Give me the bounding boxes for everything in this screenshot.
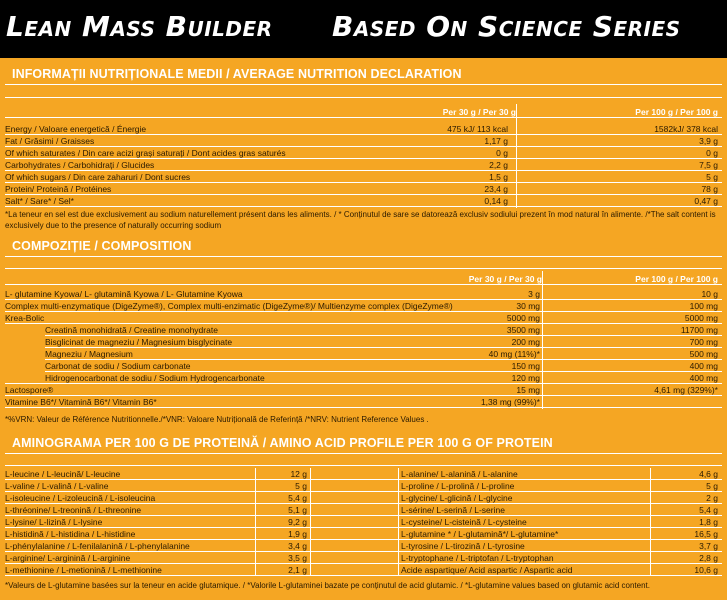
row-value-per100: 78 g xyxy=(701,184,718,194)
row-value-per30: 40 mg (11%)* xyxy=(488,349,540,359)
table-row xyxy=(5,552,722,564)
amino-left-label: L-leucine / L-leucină/ L-leucine xyxy=(5,469,121,479)
row-value-per30: 5000 mg xyxy=(506,313,540,323)
row-label: Krea-Bolic xyxy=(5,313,45,323)
row-label: Fat / Grăsimi / Graisses xyxy=(5,136,95,146)
divider xyxy=(5,84,722,85)
row-label: Creatină monohidrată / Creatine monohydrate xyxy=(45,325,218,335)
table-row xyxy=(5,540,722,552)
row-value-per100: 400 mg xyxy=(689,361,718,371)
table-row xyxy=(5,195,722,207)
amino-left-value: 3,4 g xyxy=(288,541,307,551)
amino-right-label: L-tryptophane / L-triptofan / L-tryptophan xyxy=(401,553,554,563)
row-value-per100: 1582kJ/ 378 kcal xyxy=(654,124,718,134)
row-value-per100: 5000 mg xyxy=(684,313,718,323)
amino-left-label: L-phénylalanine / L-fenilalanină / L-phenylalanine xyxy=(5,541,190,551)
table-row xyxy=(5,528,722,540)
row-value-per30: 1,17 g xyxy=(484,136,508,146)
amino-right-label: L-glycine/ L-glicină / L-glycine xyxy=(401,493,513,503)
row-value-per100: 4,61 mg (329%)* xyxy=(654,385,718,395)
row-value-per100: 400 mg xyxy=(689,373,718,383)
table-row xyxy=(5,504,722,516)
composition-title: COMPOZIȚIE / COMPOSITION xyxy=(12,239,192,253)
amino-right-label: L-sérine/ L-serină / L-serine xyxy=(401,505,505,515)
amino-left-label: L-methionine / L-metionină / L-methionine xyxy=(5,565,162,575)
table-row xyxy=(5,183,722,195)
table-row xyxy=(5,516,722,528)
amino-left-value: 3,5 g xyxy=(288,553,307,563)
row-value-per100: 3,9 g xyxy=(699,136,718,146)
table-row xyxy=(5,336,722,348)
table-row xyxy=(5,171,722,183)
row-value-per100: 10 g xyxy=(701,289,718,299)
table-row xyxy=(5,348,722,360)
row-value-per100: 0,47 g xyxy=(694,196,718,206)
row-label: Hidrogenocarbonat de sodiu / Sodium Hydrogencarbonate xyxy=(45,373,265,383)
row-label: Complex multi-enzymatique (DigeZyme®), Complex multi-enzimatic (DigeZyme®)/ Multienzyme complex (DigeZyme®) xyxy=(5,301,453,311)
table-row xyxy=(5,492,722,504)
amino-right-value: 2 g xyxy=(706,493,718,503)
table-row xyxy=(5,135,722,147)
amino-right-label: L-glutamine * / L-glutamină*/ L-glutamine* xyxy=(401,529,559,539)
product-name: Lean Mass Builder xyxy=(6,10,273,43)
amino-right-label: L-alanine/ L-alanină / L-alanine xyxy=(401,469,518,479)
row-label: Carbohydrates / Carbohidrați / Glucides xyxy=(5,160,155,170)
table-row xyxy=(5,288,722,300)
composition-col2-header: Per 100 g / Per 100 g xyxy=(635,274,718,284)
row-value-per30: 0 g xyxy=(496,148,508,158)
divider xyxy=(5,268,722,269)
table-row xyxy=(5,396,722,408)
amino-right-label: L-tyrosine / L-tirozină / L-tyrosine xyxy=(401,541,525,551)
amino-right-label: L-cysteine/ L-cisteină / L-cysteine xyxy=(401,517,527,527)
row-value-per30: 3500 mg xyxy=(506,325,540,335)
amino-left-label: L-lysine/ L-lizină / L-lysine xyxy=(5,517,103,527)
row-label: Salt* / Sare* / Sel* xyxy=(5,196,74,206)
table-row xyxy=(5,300,722,312)
amino-right-value: 3,7 g xyxy=(699,541,718,551)
amino-right-label: Acide aspartique/ Acid aspartic / Aspartic acid xyxy=(401,565,573,575)
nutrition-col1-header: Per 30 g / Per 30 g xyxy=(442,107,516,117)
row-label: Lactospore® xyxy=(5,385,54,395)
row-value-per30: 15 mg xyxy=(516,385,540,395)
divider xyxy=(5,97,722,98)
header-bar xyxy=(0,0,727,58)
row-value-per30: 150 mg xyxy=(511,361,540,371)
row-value-per30: 3 g xyxy=(528,289,540,299)
row-value-per100: 11700 mg xyxy=(680,325,718,335)
table-row xyxy=(5,159,722,171)
amino-left-value: 1,9 g xyxy=(288,529,307,539)
amino-right-value: 16,5 g xyxy=(694,529,718,539)
row-value-per100: 700 mg xyxy=(689,337,718,347)
row-value-per30: 30 mg xyxy=(516,301,540,311)
table-row xyxy=(5,147,722,159)
table-row xyxy=(5,384,722,396)
row-value-per30: 23,4 g xyxy=(484,184,508,194)
nutrition-title: INFORMAȚII NUTRIȚIONALE MEDII / AVERAGE NUTRITION DECLARATION xyxy=(12,67,462,81)
amino-right-label: L-proline / L-prolină / L-proline xyxy=(401,481,515,491)
composition-header-row xyxy=(5,273,722,285)
row-value-per100: 0 g xyxy=(706,148,718,158)
table-row xyxy=(5,480,722,492)
amino-right-value: 4,6 g xyxy=(699,469,718,479)
row-value-per100: 5 g xyxy=(706,172,718,182)
divider xyxy=(5,256,722,257)
row-label: Magneziu / Magnesium xyxy=(45,349,133,359)
amino-right-value: 10,6 g xyxy=(694,565,718,575)
divider xyxy=(5,465,722,466)
table-row xyxy=(5,360,722,372)
amino-title: AMINOGRAMA PER 100 G DE PROTEINĂ / AMINO ACID PROFILE PER 100 G OF PROTEIN xyxy=(12,436,553,450)
row-value-per30: 120 mg xyxy=(511,373,540,383)
amino-right-value: 5,4 g xyxy=(699,505,718,515)
nutrition-col2-header: Per 100 g / Per 100 g xyxy=(635,107,718,117)
row-value-per30: 0,14 g xyxy=(484,196,508,206)
table-row xyxy=(5,312,722,324)
amino-left-value: 5,1 g xyxy=(288,505,307,515)
row-label: Energy / Valoare energetică / Énergie xyxy=(5,124,147,134)
amino-left-value: 12 g xyxy=(290,469,307,479)
row-value-per100: 500 mg xyxy=(689,349,718,359)
amino-left-label: L-isoleucine / L-izoleucină / L-isoleucina xyxy=(5,493,156,503)
row-label: L- glutamine Kyowa/ L- glutamină Kyowa / L- Glutamine Kyowa xyxy=(5,289,243,299)
composition-col1-header: Per 30 g / Per 30 g xyxy=(468,274,542,284)
table-row xyxy=(5,372,722,384)
nutrition-footnote: *La teneur en sel est due exclusivement au sodium naturellement présent dans les aliments. / * Conținutul de sare se datorează exclusiv sodiului prezent în mod natural în alimente. /*The salt content is exclusively due to the presence of naturally occurring sodium xyxy=(5,210,716,230)
series-name: Based On Science Series xyxy=(332,10,681,43)
amino-right-value: 1,8 g xyxy=(699,517,718,527)
table-row xyxy=(5,324,722,336)
row-value-per100: 100 mg xyxy=(689,301,718,311)
amino-left-value: 9,2 g xyxy=(288,517,307,527)
amino-right-value: 5 g xyxy=(706,481,718,491)
row-value-per30: 200 mg xyxy=(511,337,540,347)
row-value-per30: 1,5 g xyxy=(489,172,508,182)
row-value-per30: 1,38 mg (99%)* xyxy=(480,397,540,407)
row-label: Vitamine B6*/ Vitamină B6*/ Vitamin B6* xyxy=(5,397,157,407)
amino-left-value: 5,4 g xyxy=(288,493,307,503)
row-value-per30: 2,2 g xyxy=(489,160,508,170)
table-row xyxy=(5,123,722,135)
table-row xyxy=(5,564,722,576)
row-label: Carbonat de sodiu / Sodium carbonate xyxy=(45,361,191,371)
amino-left-label: L-arginine/ L-arginină / L-arginine xyxy=(5,553,131,563)
row-value-per30: 475 kJ/ 113 kcal xyxy=(447,124,508,134)
row-label: Bisglicinat de magneziu / Magnesium bisglycinate xyxy=(45,337,233,347)
row-label: Of which sugars / Din care zaharuri / Dont sucres xyxy=(5,172,191,182)
amino-left-label: L-thréonine/ L-treonină / L-threonine xyxy=(5,505,142,515)
row-label: Protein/ Proteină / Protéines xyxy=(5,184,112,194)
table-row xyxy=(5,468,722,480)
amino-left-label: L-valine / L-valină / L-valine xyxy=(5,481,109,491)
amino-left-value: 2,1 g xyxy=(288,565,307,575)
amino-left-label: L-histidină / L-histidina / L-histidine xyxy=(5,529,136,539)
nutrition-header-row xyxy=(5,106,722,118)
composition-footnote: *%VRN: Valeur de Référence Nutritionnelle./*VNR: Valoare Nutrițională de Referință /*NRV: Nutrient Reference Values . xyxy=(5,415,429,424)
divider xyxy=(5,453,722,454)
row-label: Of which saturates / Din care acizi grași saturați / Dont acides gras saturés xyxy=(5,148,286,158)
row-value-per100: 7,5 g xyxy=(699,160,718,170)
amino-footnote: *Valeurs de L-glutamine basées sur la teneur en acide glutamique. / *Valorile L-glutaminei bazate pe conținutul de acid glutamic. / *L-glutamine values based on glutamic acid content. xyxy=(5,581,650,590)
amino-right-value: 2,8 g xyxy=(699,553,718,563)
amino-left-value: 5 g xyxy=(295,481,307,491)
